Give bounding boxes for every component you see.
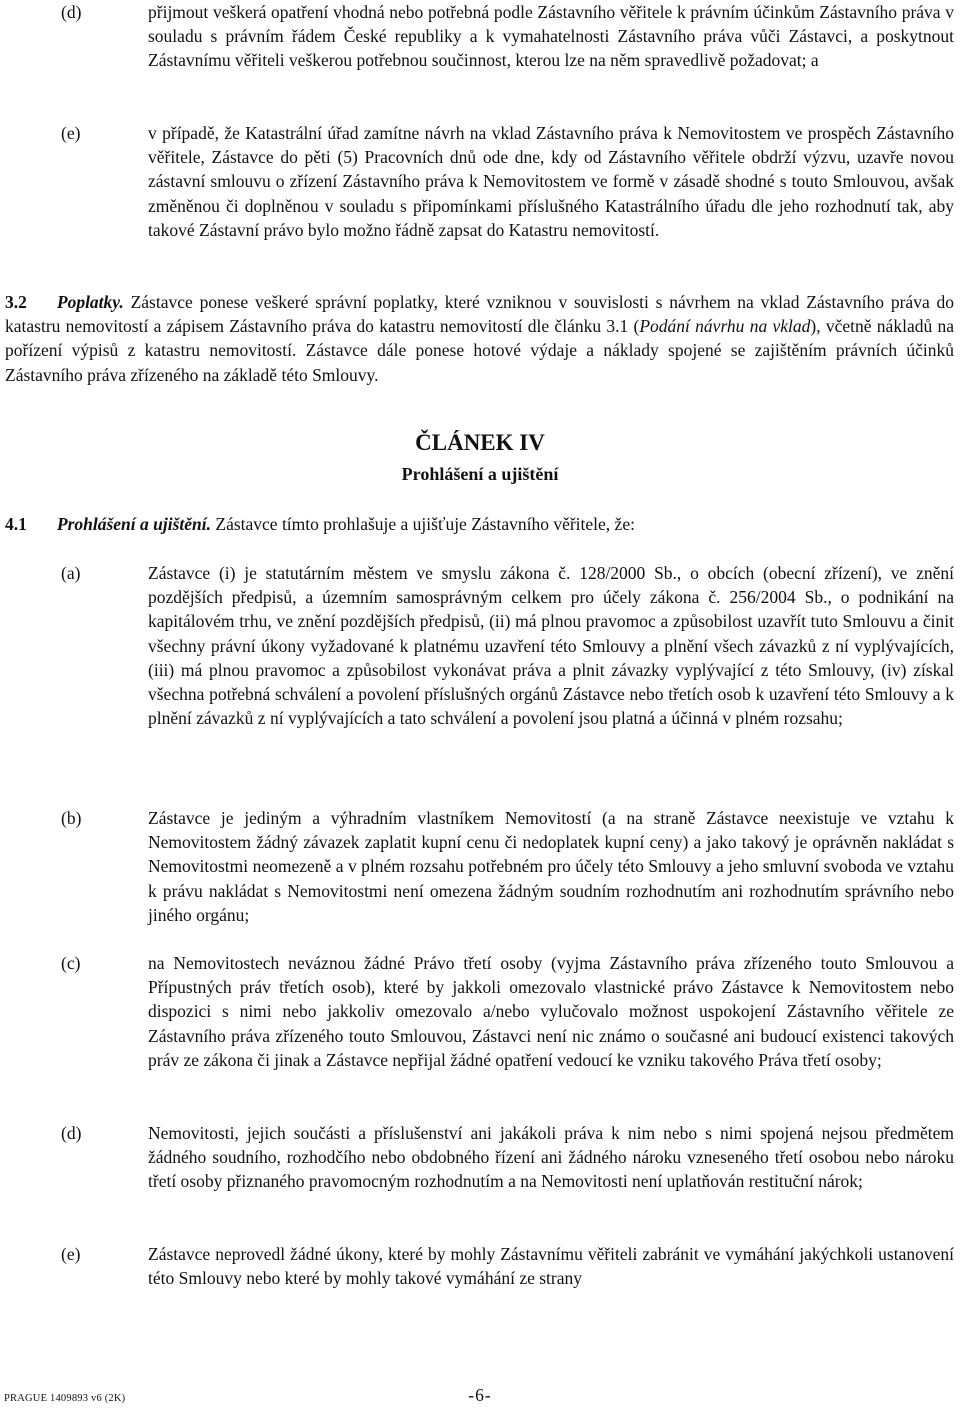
item-text: Zástavce neprovedl žádné úkony, které by mohly Zástavnímu věřiteli zabránit ve vymáhání jakýchkoli ustanovení této Smlouvy nebo které by mohly takové vymáhání ze strany — [148, 1244, 954, 1289]
section-number: 4.1 — [5, 514, 27, 534]
section-text: ), včetně nákladů na pořízení výpisů z katastru nemovitostí. Zástavce dále ponese hotové výdaje a náklady spojené se zajištěním právních účinků Zástavního práva zřízeného na základě této Smlouvy. — [5, 316, 954, 385]
item-label: (c) — [61, 953, 81, 973]
item-text: v případě, že Katastrální úřad zamítne návrh na vklad Zástavního práva k Nemovitostem ve prospěch Zástavního věřitele, Zástavce do pěti (5) Pracovních dnů ode dne, kdy od Zástavního věřitele obdrží výzvu, uzavře novou zástavní smlouvu o zřízení Zástavního práva k Nemovitostem ve formě v zásadě shodné s touto Smlouvou, avšak změněnou či doplněnou v souladu s připomínkami příslušného Katastrálního úřadu dle jeho rozhodnutí tak, aby takové Zástavní právo bylo možno řádně zapsat do Katastru nemovitostí. — [148, 123, 954, 240]
section-text: Zástavce tímto prohlašuje a ujišťuje Zástavního věřitele, že: — [211, 514, 635, 534]
item-label: (e) — [61, 123, 81, 143]
section-title: Prohlášení a ujištění. — [56, 514, 212, 534]
section-3-2 — [5, 290, 954, 387]
item-text: Nemovitosti, jejich součásti a příslušenství ani jakákoli práva k nim nebo s nimi spojená nejsou předmětem žádného soudního, rozhodčího nebo obdobného řízení ani žádného nároku vzneseného třetí osobou nebo nároku třetí osoby přiznaného pravomocným rozhodnutím a na Nemovitosti není uplatňován restituční nárok; — [148, 1123, 954, 1192]
section-text: Zástavce ponese veškeré správní poplatky, které vzniknou v souvislosti s návrhem na vklad Zástavního práva do katastru nemovitostí a zápisem Zástavního práva do katastru nemovitostí dle článku 3.1 ( — [5, 292, 954, 337]
item-label: (e) — [61, 1244, 81, 1264]
item-text: Zástavce (i) je statutárním městem ve smyslu zákona č. 128/2000 Sb., o obcích (obecní zřízení), ve znění pozdějších předpisů, a územním samosprávným celkem pro účely zákona č. 256/2004 Sb., o podnikání na kapitálovém trhu, ve znění pozdějších předpisů, (ii) má plnou pravomoc a způsobilost uzavřít tuto Smlouvu a činit všechny právní úkony vyžadované k platnému uzavření této Smlouvy a plnění všech závazků z ní vyplývajících, (iii) má plnou pravomoc a způsobilost vykonávat práva a plnit závazky vyplývající z této Smlouvy, (iv) získal všechna potřebná schválení a povolení příslušných orgánů Zástavce nebo třetích osob k uzavření této Smlouvy a k plnění závazků z ní vyplývajících a tato schválení a povolení jsou platná a účinná v plném rozsahu; — [148, 563, 954, 729]
item-label: (b) — [61, 808, 82, 828]
section-reference: Podání návrhu na vklad — [639, 316, 811, 337]
page-number: -6- — [468, 1385, 492, 1405]
section-title: Poplatky. — [56, 292, 124, 312]
section-4-1 — [5, 512, 954, 536]
item-label: (d) — [61, 2, 82, 22]
item-label: (d) — [61, 1123, 82, 1143]
section-number: 3.2 — [5, 292, 27, 312]
item-text: na Nemovitostech neváznou žádné Právo třetí osoby (vyjma Zástavního práva zřízeného touto Smlouvou a Přípustných práv třetích osob), které by jakkoli omezovalo vlastnické právo Zástavce k Nemovitostem nebo dispozici s nimi nebo jakkoliv omezovalo a/nebo vylučovalo možnost uspokojení Zástavního věřitele ze Zástavního práva zřízeného touto Smlouvou, Zástavci není nic známo o současné ani budoucí existenci takových práv ze zákona či jinak a Zástavce nepřijal žádné opatření vedoucí ke vzniku takového Práva třetí osoby; — [148, 953, 954, 1070]
article-title: ČLÁNEK IV — [415, 430, 545, 455]
document-reference: PRAGUE 1409893 v6 (2K) — [4, 1393, 126, 1404]
item-text: Zástavce je jediným a výhradním vlastníkem Nemovitostí (a na straně Zástavce neexistuje ve vztahu k Nemovitostem žádný závazek zaplatit kupní cenu či nedoplatek kupní ceny) a jako takový je oprávněn nakládat s Nemovitostmi neomezeně a v plném rozsahu potřebném pro účely této Smlouvy a jeho smluvní svoboda ve vztahu k právu nakládat s Nemovitostmi není omezena žádným soudním rozhodnutím ani rozhodnutím správního nebo jiného orgánu; — [148, 808, 954, 925]
article-subtitle: Prohlášení a ujištění — [401, 464, 559, 484]
item-label: (a) — [61, 563, 81, 583]
item-text: přijmout veškerá opatření vhodná nebo potřebná podle Zástavního věřitele k právním účinkům Zástavního práva v souladu s právním řádem České republiky a k vymahatelnosti Zástavního práva vůči Zástavci, a poskytnout Zástavnímu věřiteli veškerou potřebnou součinnost, kterou lze na něm spravedlivě požadovat; a — [148, 2, 954, 71]
